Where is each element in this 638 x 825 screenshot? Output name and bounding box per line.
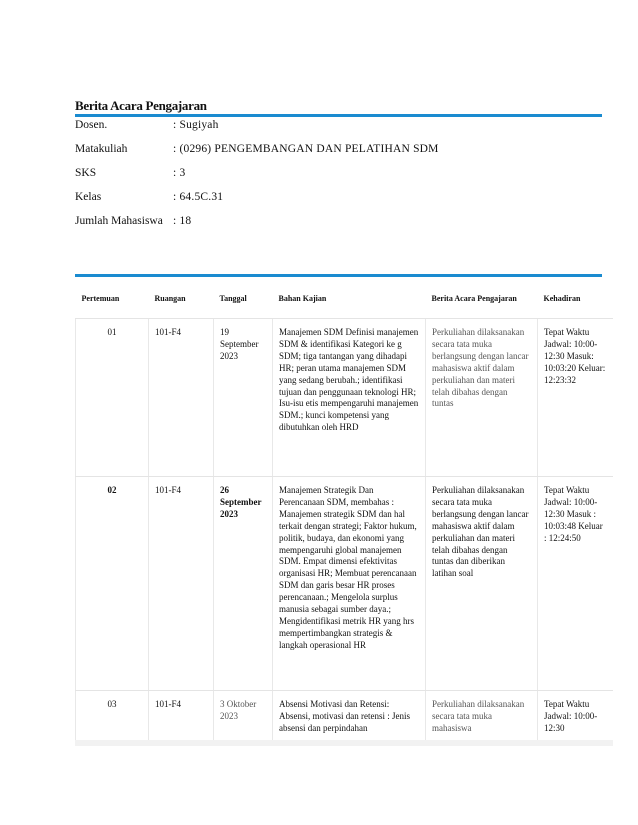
cell-report: Perkuliahan dilaksanakan secara tata muka mahasiswa	[426, 691, 538, 747]
header-report: Berita Acara Pengajaran	[426, 278, 538, 319]
table-header-row	[76, 278, 614, 319]
info-row-lecturer	[75, 119, 439, 143]
info-row-course	[75, 143, 439, 167]
page-title: Berita Acara Pengajaran	[75, 98, 207, 113]
info-label: Jumlah Mahasiswa	[75, 215, 163, 227]
header-room: Ruangan	[149, 278, 214, 319]
cell-material: Manajemen SDM Definisi manajemen SDM & identifikasi Kategori ke g SDM; tiga tantangan yang dihadapi HR; peran utama manajemen SDM yang sedang berubah.; identifikasi tujuan dan penggunaan teknologi HR; Isu-isu etis mempengaruhi manajemen SDM.; kunci kompetensi yang dibutuhkan oleh HRD	[273, 319, 426, 477]
course-info	[75, 119, 439, 239]
teaching-log-table	[75, 278, 613, 746]
info-row-credits	[75, 167, 439, 191]
header-attendance: Kehadiran	[538, 278, 614, 319]
cell-attendance: Tepat Waktu Jadwal: 10:00-12:30 Masuk : 10:03:48 Keluar : 12:24:50	[538, 477, 614, 691]
cell-meeting: 03	[76, 691, 149, 747]
cell-room: 101-F4	[149, 319, 214, 477]
cell-date: 19 September 2023	[214, 319, 273, 477]
table-row	[76, 477, 614, 691]
info-label: Kelas	[75, 191, 102, 203]
table-bottom-edge	[75, 740, 613, 746]
info-label: Matakuliah	[75, 143, 128, 155]
cell-report: Perkuliahan dilaksanakan secara tata muka berlangsung dengan lancar mahasiswa aktif dalam perkuliahan dan materi telah dibahas dengan tuntas dan diberikan latihan soal	[426, 477, 538, 691]
info-value: : (0296) PENGEMBANGAN DAN PELATIHAN SDM	[173, 143, 439, 155]
cell-material: Absensi Motivasi dan Retensi: Absensi, motivasi dan retensi : Jenis absensi dan perpindahan	[273, 691, 426, 747]
cell-material: Manajemen Strategik Dan Perencanaan SDM, membahas : Manajemen strategik SDM dan hal terkait dengan strategi; Faktor hukum, politik, budaya, dan ekonomi yang mempengaruhi global manajemen SDM. Empat dimensi efektivitas organisasi HR; Membuat perencanaan SDM dan garis besar HR proses perencanaan.; Mengelola surplus manusia sebagai sumber daya.; Mengidentifikasi metrik HR yang hrs mempertimbangkan strategis & langkah operasional HR	[273, 477, 426, 691]
attendance-table-wrapper	[75, 278, 613, 746]
info-value: : 3	[173, 167, 186, 179]
title-divider	[75, 114, 602, 117]
cell-meeting: 02	[76, 477, 149, 691]
header-meeting: Pertemuan	[76, 278, 149, 319]
info-label: Dosen.	[75, 119, 108, 131]
info-value: : 64.5C.31	[173, 191, 224, 203]
table-row	[76, 319, 614, 477]
info-value: : Sugiyah	[173, 119, 219, 131]
cell-report: Perkuliahan dilaksanakan secara tata muka berlangsung dengan lancar mahasiswa aktif dalam perkuliahan dan materi telah dibahas dengan tuntas	[426, 319, 538, 477]
cell-attendance: Tepat Waktu Jadwal: 10:00-12:30 Masuk: 10:03:20 Keluar: 12:23:32	[538, 319, 614, 477]
info-row-class	[75, 191, 439, 215]
header-date: Tanggal	[214, 278, 273, 319]
info-row-students	[75, 215, 439, 239]
info-value: : 18	[173, 215, 192, 227]
table-divider	[75, 274, 602, 277]
cell-date: 3 Oktober 2023	[214, 691, 273, 747]
header-material: Bahan Kajian	[273, 278, 426, 319]
cell-meeting: 01	[76, 319, 149, 477]
cell-attendance: Tepat Waktu Jadwal: 10:00-12:30	[538, 691, 614, 747]
cell-room: 101-F4	[149, 477, 214, 691]
info-label: SKS	[75, 167, 97, 179]
table-row	[76, 691, 614, 747]
cell-date: 26 September 2023	[214, 477, 273, 691]
cell-room: 101-F4	[149, 691, 214, 747]
